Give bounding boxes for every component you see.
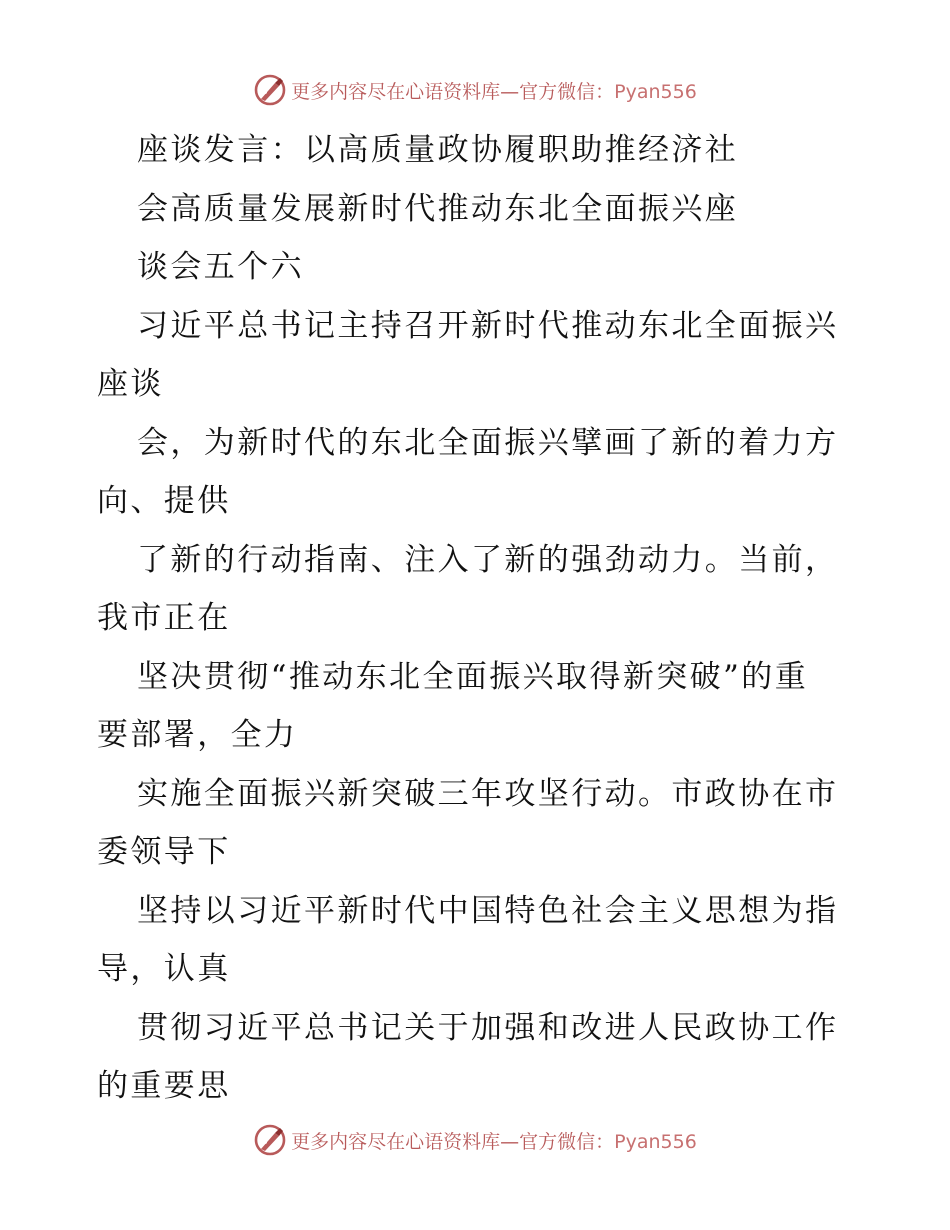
watermark-text: 更多内容尽在心语资料库—官方微信：Pyan556 — [291, 80, 697, 103]
document-body — [97, 121, 857, 1116]
body-line: 贯彻习近平总书记关于加强和改进人民政协工作 — [137, 1009, 839, 1046]
body-line: 座谈 — [97, 366, 164, 402]
pen-logo-icon — [253, 1123, 287, 1157]
body-line: 坚持以习近平新时代中国特色社会主义思想为指 — [137, 892, 839, 929]
title-line: 座谈发言：以高质量政协履职助推经济社 — [137, 132, 739, 168]
body-line: 委领导下 — [97, 834, 231, 870]
body-line: 坚决贯彻“推动东北全面振兴取得新突破”的重 — [137, 658, 809, 695]
body-line: 向、提供 — [97, 483, 231, 519]
watermark-text: 更多内容尽在心语资料库—官方微信：Pyan556 — [291, 1130, 697, 1153]
footer-watermark — [0, 1120, 950, 1160]
body-line: 的重要思 — [97, 1068, 231, 1104]
body-line: 我市正在 — [97, 600, 231, 636]
title-line: 谈会五个六 — [137, 249, 304, 285]
body-line: 会，为新时代的东北全面振兴擘画了新的着力方 — [137, 424, 839, 461]
pen-logo-icon — [253, 73, 287, 107]
body-line: 导，认真 — [97, 951, 231, 987]
body-line: 习近平总书记主持召开新时代推动东北全面振兴 — [137, 307, 839, 344]
header-watermark — [0, 70, 950, 110]
title-line: 会高质量发展新时代推动东北全面振兴座 — [137, 190, 739, 227]
document-title — [97, 121, 857, 297]
body-line: 要部署，全力 — [97, 717, 298, 753]
body-line: 了新的行动指南、注入了新的强劲动力。当前， — [137, 541, 839, 578]
paragraph-text — [97, 297, 857, 1116]
body-line: 实施全面振兴新突破三年攻坚行动。市政协在市 — [137, 775, 839, 812]
